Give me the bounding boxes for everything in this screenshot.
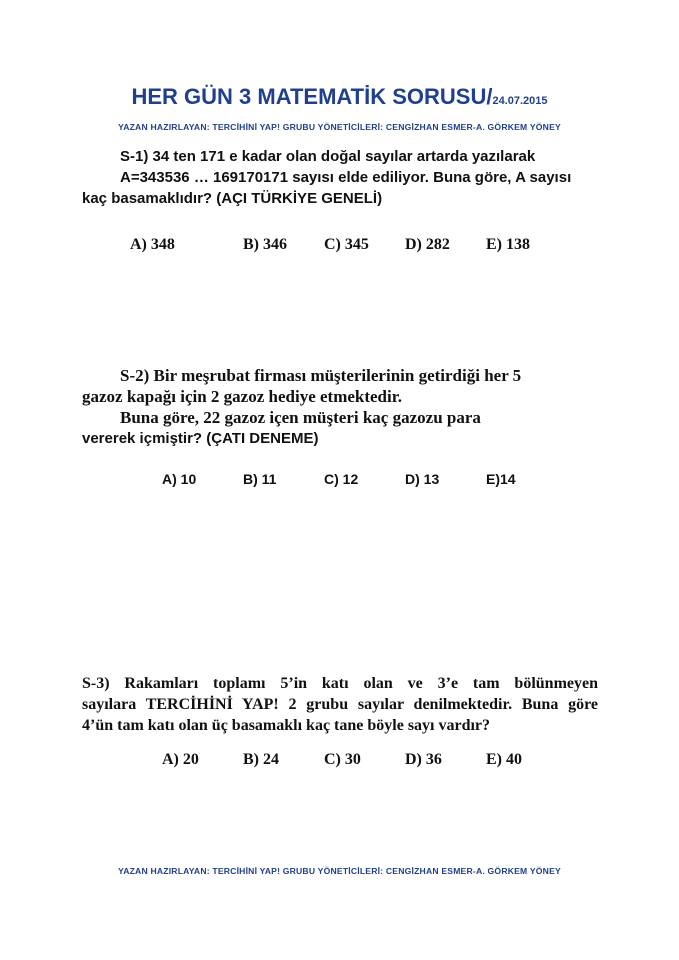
choice-e: E) 138 (486, 236, 530, 253)
choice-c: C) 12 (324, 471, 359, 487)
question-1 (82, 146, 598, 209)
question-line: S-1) 34 ten 171 e kadar olan doğal sayılar artarda yazılarak (120, 148, 536, 165)
question-line: gazoz kapağı için 2 gazoz hediye etmektedir. (82, 387, 402, 406)
choice-e: E)14 (486, 471, 516, 487)
choice-a: A) 10 (162, 471, 197, 487)
choice-e: E) 40 (486, 751, 522, 768)
question-3-choices (0, 749, 679, 771)
question-line: sayılara TERCİHİNİ YAP! 2 grubu sayılar denilmektedir. Buna göre (82, 696, 598, 713)
page-title (0, 84, 679, 110)
choice-d: D) 36 (405, 751, 442, 768)
choice-b: B) 11 (243, 471, 277, 487)
question-line: 4’ün tam katı olan üç basamaklı kaç tane böyle sayı vardır? (82, 717, 491, 734)
question-line: kaç basamaklıdır? (AÇI TÜRKİYE GENELİ) (82, 190, 383, 207)
choice-c: C) 30 (324, 751, 361, 768)
choice-a: A) 20 (162, 751, 199, 768)
question-2-choices (0, 471, 679, 493)
choice-a: A) 348 (130, 236, 175, 253)
choice-d: D) 13 (405, 471, 440, 487)
choice-d: D) 282 (405, 236, 450, 253)
title-date: 24.07.2015 (492, 95, 548, 107)
title-text: HER GÜN 3 MATEMATİK SORUSU/ (131, 84, 493, 109)
credit-line-footer: YAZAN HAZIRLAYAN: TERCİHİNİ YAP! GRUBU YÖNETİCİLERİ: CENGİZHAN ESMER-A. GÖRKEM YÖNEY (118, 866, 561, 876)
choice-b: B) 24 (243, 751, 279, 768)
choice-b: B) 346 (243, 236, 287, 253)
question-1-choices (0, 234, 679, 256)
question-line: S-3) Rakamları toplamı 5’in katı olan ve 3’e tam bölünmeyen (82, 675, 598, 692)
credit-line-top: YAZAN HAZIRLAYAN: TERCİHİNİ YAP! GRUBU YÖNETİCİLERİ: CENGİZHAN ESMER-A. GÖRKEM YÖNEY (118, 122, 561, 132)
question-2 (82, 365, 598, 449)
question-line: Buna göre, 22 gazoz içen müşteri kaç gazozu para (120, 408, 481, 427)
question-line: S-2) Bir meşrubat firması müşterilerinin getirdiği her 5 (120, 366, 522, 385)
question-line: A=343536 … 169170171 sayısı elde ediliyor. Buna göre, A sayısı (120, 169, 572, 186)
choice-c: C) 345 (324, 236, 369, 253)
question-line: vererek içmiştir? (ÇATI DENEME) (82, 430, 319, 447)
question-3 (82, 673, 598, 736)
